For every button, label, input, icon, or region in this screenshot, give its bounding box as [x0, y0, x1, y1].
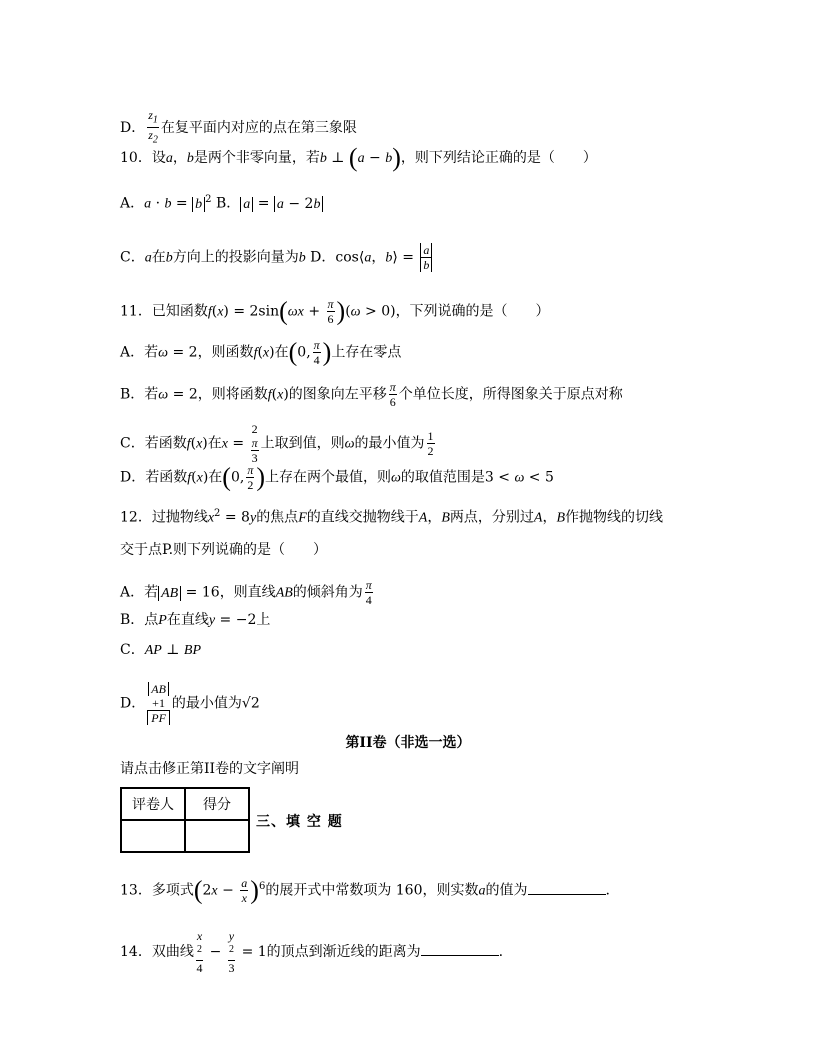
- q12-option-b: B．点P在直线y = −2上: [120, 612, 271, 628]
- q11-stem: 11．已知函数f(x) = 2sin(ωx + $\frac{\pi}{6}$ )(ω > 0)，下列说确的是（ ）: [120, 296, 550, 326]
- part2-note: 请点击修正第II卷的文字阐明: [120, 761, 300, 777]
- q10-stem: 10．设a，b是两个非零向量，若b ⊥ (a − b)，则下列结论正确的是（ ）: [120, 143, 597, 172]
- q11-option-d: D．若函数f(x)在(0, $\frac{\pi}{2}$ )上存在两个最值，则ω的取值范围是3 < ω < 5: [120, 462, 554, 492]
- score-table-header-score: 得分: [185, 788, 249, 820]
- q13-answer-blank[interactable]: [528, 880, 606, 895]
- q12-stem-line2: 交于点P.则下列说确的是（ ）: [120, 542, 328, 558]
- score-table: [120, 787, 250, 853]
- q9-option-d: D． $\frac{z_1}{z_2}$ 在复平面内对应的点在第三象限: [120, 108, 357, 146]
- q11-option-a: A．若ω = 2，则函数f(x)在(0, $\frac{\pi}{4}$ )上存在零点: [120, 337, 402, 367]
- section3-title: 三、填 空 题: [256, 814, 343, 830]
- q11-option-b: B．若ω = 2，则将函数f(x)的图象向左平移 $\frac{\pi}{6}$ 个单位长度，所得图象关于原点对称: [120, 380, 623, 409]
- q12-option-d: D． AB +1 PF 的最小值为√2: [120, 682, 260, 725]
- q12-option-c: C．AP ⊥ BP: [120, 642, 202, 658]
- score-table-cell-grader: [121, 820, 185, 852]
- q14-answer-blank[interactable]: [421, 941, 499, 956]
- q11-option-c: C．若函数f(x)在x = 2 π 3 上取到值，则ω的最小值为 $\frac{1}{2}$: [120, 422, 434, 465]
- q10-options-ab: A．a · b = b $^2$ B． a = a − 2b: [120, 191, 323, 214]
- q13: 13．多项式(2x − $\frac{a}{x}$ )$^6$的展开式中常数项为 160，则实数a的值为 .: [120, 875, 610, 905]
- score-table-header-grader: 评卷人: [121, 788, 185, 820]
- q14: 14．双曲线 x $^2$ 4 − y $^2$ 3 = 1的顶点到渐近线的距离为 .: [120, 929, 504, 975]
- q12-stem-line1: 12．过抛物线$x^2 = 8y$的焦点F的直线交抛物线于A，B两点，分别过A，B作抛物线的切线: [120, 508, 663, 526]
- q12-option-a: A．若 AB = 16，则直线AB的倾斜角为 $\frac{\pi}{4}$: [120, 578, 372, 607]
- score-table-cell-score: [185, 820, 249, 852]
- part2-heading: 第II卷（非选一选）: [345, 735, 471, 751]
- q10-options-cd: C．a在b方向上的投影向量为b D．cos⟨a，b⟩ = $\frac{a}{b}$: [120, 243, 434, 272]
